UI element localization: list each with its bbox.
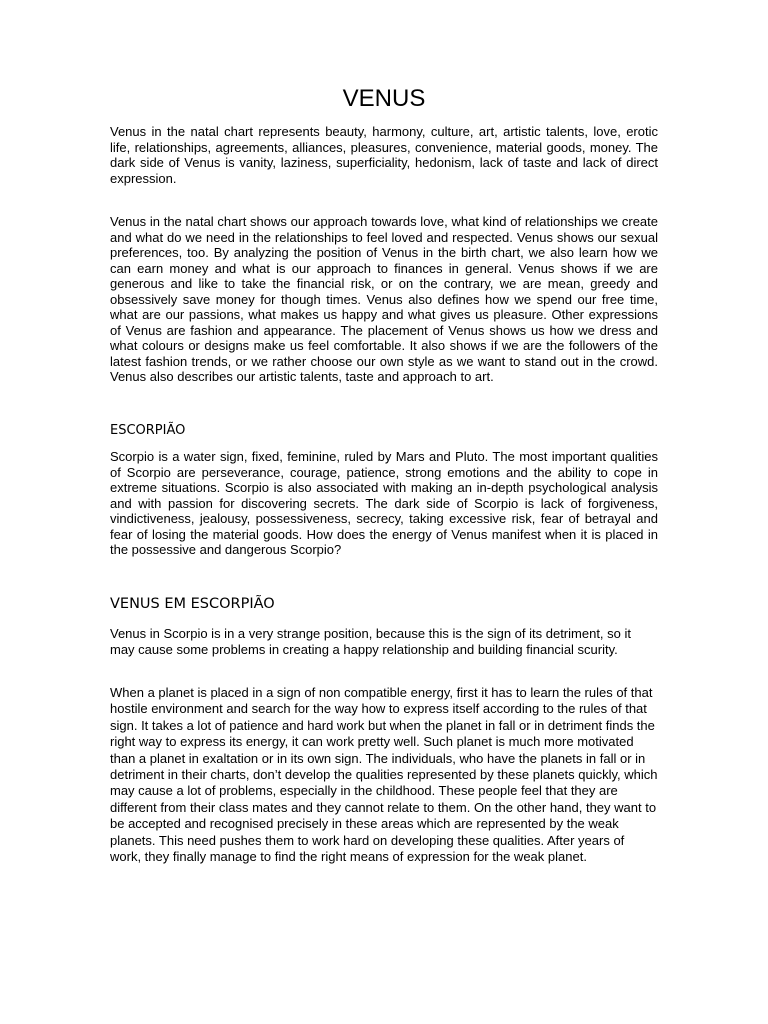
page-title: VENUS xyxy=(342,85,426,112)
scorpio-paragraph: Scorpio is a water sign, fixed, feminine, ruled by Mars and Pluto. The most important qualities of Scorpio are perseverance, courage, patience, strong emotions and the ability to cope in extreme situations. Scorpio is also associated with making an in-depth psychological analysis and with passion for discovering secrets. The dark side of Scorpio is lack of forgiveness, vindictiveness, jealousy, possessiveness, secrecy, taking excessive risk, fear of betrayal and fear of losing the material goods. How does the energy of Venus manifest when it is placed in the possessive and dangerous Scorpio? xyxy=(110,449,658,557)
scorpio-heading: ESCORPIÃO xyxy=(110,423,186,438)
venus-scorpio-paragraph-2: When a planet is placed in a sign of non compatible energy, first it has to learn the rules of that hostile environment and search for the way how to express itself according to the rules of that sign. It takes a lot of patience and hard work but when the planet in fall or in detriment finds the right way to express its energy, it can work pretty well. Such planet is much more motivated than a planet in exaltation or in its own sign. The individuals, who have the planets in fall or in detriment in their charts, don’t develop the qualities represented by these planets quickly, which may cause a lot of problems, especially in the childhood. These people feel that they are different from their class mates and they cannot relate to them. On the other hand, they want to be accepted and recognised precisely in these areas which are represented by the weak planets. This need pushes them to work hard on developing these qualities. After years of work, they finally manage to find the right means of expression for the weak planet. xyxy=(110,685,658,865)
approach-paragraph: Venus in the natal chart shows our approach towards love, what kind of relationships we create and what do we need in the relationships to feel loved and respected. Venus shows our sexual preferences, too. By analyzing the position of Venus in the birth chart, we also learn how we can earn money and what is our approach to finances in general. Venus shows if we are generous and like to take the financial risk, or on the contrary, we are mean, greedy and obsessively save money for though times. Venus also defines how we spend our free time, what are our passions, what makes us happy and what gives us pleasure. Other expressions of Venus are fashion and appearance. The placement of Venus shows us how we dress and what colours or designs make us feel comfortable. It also shows if we are the followers of the latest fashion trends, or we rather choose our own style as we want to stand out in the crowd. Venus also describes our artistic talents, taste and approach to art. xyxy=(110,214,658,384)
venus-scorpio-paragraph-1: Venus in Scorpio is in a very strange position, because this is the sign of its detriment, so it may cause some problems in creating a happy relationship and building financial scurity. xyxy=(110,626,631,658)
venus-scorpio-heading: VENUS EM ESCORPIÃO xyxy=(110,596,275,612)
intro-paragraph: Venus in the natal chart represents beauty, harmony, culture, art, artistic talents, love, erotic life, relationships, agreements, alliances, pleasures, convenience, material goods, money. The dark side of Venus is vanity, laziness, superficiality, hedonism, lack of taste and lack of direct expression. xyxy=(110,124,658,186)
